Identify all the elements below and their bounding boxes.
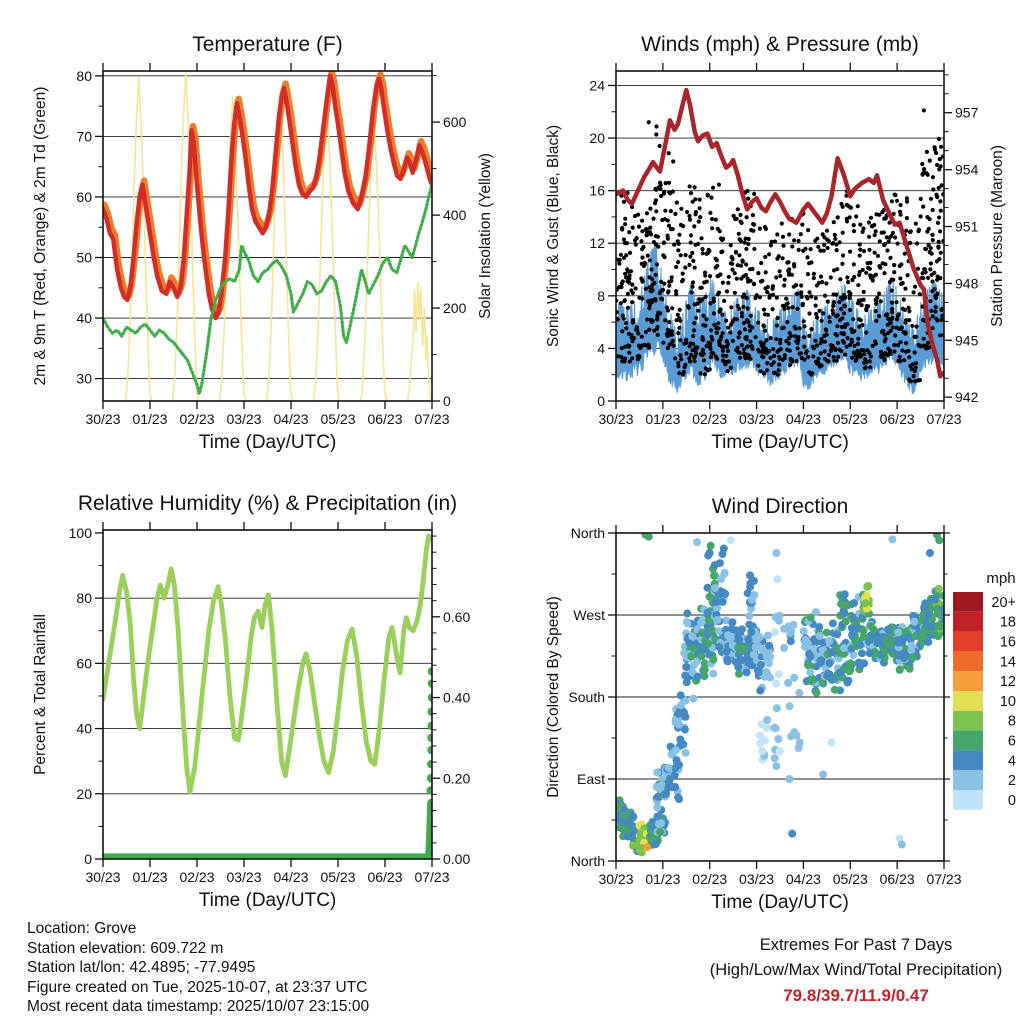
colorbar-cell <box>953 731 983 751</box>
chart-text: 14 <box>999 654 1016 671</box>
winds-pressure-chart <box>545 33 1006 453</box>
chart-text: 600 <box>443 114 467 131</box>
colorbar-cell <box>953 750 983 770</box>
chart-text: Wind Direction <box>711 495 849 518</box>
chart-text: 03/23 <box>739 411 775 427</box>
chart-text: 06/23 <box>879 411 915 427</box>
colorbar-cell <box>953 691 983 711</box>
station-info <box>27 919 369 1017</box>
chart-text: Winds (mph) & Pressure (mb) <box>641 33 919 56</box>
colorbar-cell <box>953 592 983 612</box>
rainfall-rise <box>429 803 431 856</box>
chart-text: 50 <box>76 249 92 266</box>
chart-text: 05/23 <box>320 411 356 427</box>
chart-text: 40 <box>76 310 92 327</box>
station-latlon: Station lat/lon: 42.4895; -77.9495 <box>27 959 256 977</box>
chart-text: 03/23 <box>226 869 262 885</box>
colorbar-cell <box>953 612 983 632</box>
chart-text: 07/23 <box>926 411 962 427</box>
chart-text: 0 <box>84 851 92 867</box>
chart-text: Sonic Wind & Gust (Blue, Black) <box>545 124 562 348</box>
chart-text: 06/23 <box>879 871 915 887</box>
relative-humidity <box>103 536 432 792</box>
humidity-precip-plot-area <box>103 536 436 857</box>
colorbar-cell <box>953 651 983 671</box>
extremes-values: 79.8/39.7/11.9/0.47 <box>783 986 929 1005</box>
chart-text: 04/23 <box>273 869 309 885</box>
chart-text: 05/23 <box>320 869 356 885</box>
speed-colorbar <box>953 570 1016 810</box>
chart-text: 16 <box>999 634 1016 651</box>
chart-text: 04/23 <box>785 871 821 887</box>
chart-text: 01/23 <box>645 411 681 427</box>
chart-text: 0.20 <box>443 770 471 787</box>
chart-text: 05/23 <box>832 411 868 427</box>
chart-text: 16 <box>589 182 605 199</box>
chart-text: North <box>570 853 605 869</box>
chart-text: 951 <box>955 218 979 235</box>
station-location: Location: Grove <box>27 920 137 937</box>
chart-text: 60 <box>76 188 92 205</box>
chart-text: 400 <box>443 207 467 224</box>
temperature-plot-area <box>103 72 434 401</box>
chart-text: 945 <box>955 332 979 349</box>
chart-text: 8 <box>597 287 605 304</box>
chart-text: West <box>573 607 605 623</box>
winds-pressure-plot-area <box>614 90 946 394</box>
colorbar-cell <box>953 632 983 652</box>
chart-text: 6 <box>1007 733 1016 750</box>
chart-text: 07/23 <box>926 871 962 887</box>
chart-text: 30/23 <box>85 411 121 427</box>
chart-text: 12 <box>999 674 1016 691</box>
chart-text: 05/23 <box>832 871 868 887</box>
chart-text: 2 <box>1007 773 1016 790</box>
chart-text: North <box>570 525 605 541</box>
chart-text: 0.40 <box>443 689 471 706</box>
chart-text: 20 <box>589 130 605 147</box>
chart-text: Solar Insolation (Yellow) <box>477 153 494 319</box>
chart-text: 01/23 <box>132 411 168 427</box>
chart-text: 02/23 <box>692 871 728 887</box>
chart-text: 02/23 <box>692 411 728 427</box>
colorbar-cell <box>953 711 983 731</box>
chart-text: 0 <box>597 393 605 409</box>
humidity-precip-chart <box>32 492 470 911</box>
chart-text: 04/23 <box>273 411 309 427</box>
chart-text: 0.00 <box>443 851 471 867</box>
chart-text: 80 <box>76 67 92 84</box>
chart-text: Time (Day/UTC) <box>198 890 337 911</box>
extremes-subtitle: (High/Low/Max Wind/Total Precipitation) <box>709 961 1003 979</box>
chart-text: 0 <box>1007 792 1016 809</box>
data-timestamp: Most recent data timestamp: 2025/10/07 23:15:00 <box>27 998 370 1016</box>
extremes-title: Extremes For Past 7 Days <box>759 936 953 954</box>
direction-dots <box>613 531 948 857</box>
chart-text: 80 <box>76 590 92 607</box>
colorbar-cell <box>953 790 983 810</box>
chart-text: 07/23 <box>414 411 450 427</box>
chart-text: 18 <box>999 614 1016 631</box>
chart-text: 948 <box>955 275 979 292</box>
chart-text: 01/23 <box>645 871 681 887</box>
chart-text: Direction (Colored By Speed) <box>545 596 562 798</box>
chart-text: 30/23 <box>598 871 634 887</box>
chart-text: 02/23 <box>179 869 215 885</box>
chart-text: 12 <box>589 235 605 252</box>
chart-text: 8 <box>1007 713 1016 730</box>
chart-text: 4 <box>597 340 605 357</box>
chart-text: 0.60 <box>443 608 471 625</box>
chart-text: 30/23 <box>85 869 121 885</box>
chart-text: South <box>568 689 605 705</box>
chart-text: Time (Day/UTC) <box>198 432 337 453</box>
colorbar-cell <box>953 770 983 790</box>
chart-text: 03/23 <box>739 871 775 887</box>
chart-text: 10 <box>999 693 1016 710</box>
chart-text: 06/23 <box>367 869 403 885</box>
chart-text: 0 <box>443 393 451 409</box>
figure-created: Figure created on Tue, 2025-10-07, at 23:37 UTC <box>27 978 368 996</box>
chart-text: 04/23 <box>785 411 821 427</box>
chart-text: Relative Humidity (%) & Precipitation (in) <box>77 492 458 515</box>
chart-text: 942 <box>955 389 979 406</box>
chart-text: 954 <box>955 161 979 178</box>
chart-text: 30 <box>76 370 92 387</box>
chart-text: 40 <box>76 720 92 737</box>
chart-text: 30/23 <box>598 411 634 427</box>
station-elevation: Station elevation: 609.722 m <box>27 939 224 957</box>
chart-text: 200 <box>443 300 467 317</box>
chart-text: Station Pressure (Maroon) <box>989 145 1006 327</box>
chart-text: 03/23 <box>226 411 262 427</box>
chart-text: 06/23 <box>367 411 403 427</box>
wind-direction-plot-area <box>613 531 948 857</box>
chart-text: 02/23 <box>179 411 215 427</box>
chart-text: Time (Day/UTC) <box>711 432 849 453</box>
chart-text: 24 <box>589 77 605 94</box>
chart-text: Percent & Total Rainfall <box>32 614 49 775</box>
chart-text: 70 <box>76 128 92 145</box>
temperature-chart <box>32 33 494 453</box>
chart-text: East <box>576 771 605 787</box>
chart-text: 20 <box>76 785 92 802</box>
wind-direction-chart <box>545 495 962 913</box>
chart-text: 957 <box>955 104 979 121</box>
chart-text: 07/23 <box>414 869 450 885</box>
chart-text: Time (Day/UTC) <box>711 892 849 913</box>
chart-text: mph <box>986 570 1016 587</box>
chart-text: 20+ <box>991 594 1016 611</box>
chart-text: 01/23 <box>132 869 168 885</box>
chart-text: 100 <box>68 524 92 541</box>
chart-text: 4 <box>1007 753 1016 770</box>
extremes-block <box>640 933 1024 1008</box>
chart-text: 2m & 9m T (Red, Orange) & 2m Td (Green) <box>32 86 49 386</box>
chart-text: Temperature (F) <box>192 33 343 56</box>
colorbar-cell <box>953 671 983 691</box>
chart-text: 60 <box>76 655 92 672</box>
